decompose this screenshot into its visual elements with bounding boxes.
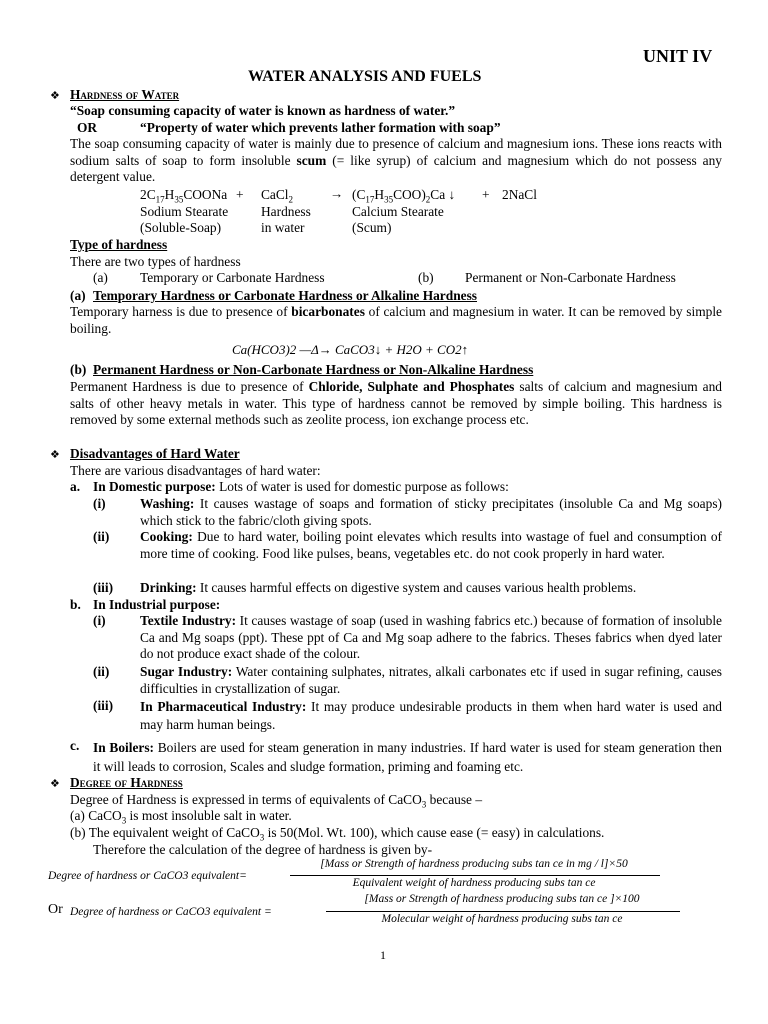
formula2-fraction-bar <box>326 911 680 912</box>
reaction-rhs-2: 2NaCl <box>502 187 537 202</box>
domestic-drinking: Drinking: It causes harmful effects on digestive system and causes various health problems. <box>140 580 637 595</box>
label-soluble-soap: (Soluble-Soap) <box>140 220 222 235</box>
label-hardness: Hardness <box>261 204 311 219</box>
industrial-textile: Textile Industry: It causes wastage of soap (used in washing fabrics etc.) because of formation of insoluble Ca and Mg soaps (ppt). These ppt of Ca and Mg soap adhere to the fabrics. Theses fabrics when dyed later do not produce exact shade of the colour. <box>140 613 722 662</box>
industrial-title: In Industrial purpose: <box>93 597 221 612</box>
bullet-diamond-icon: ❖ <box>50 89 60 102</box>
label-sodium-stearate: Sodium Stearate <box>140 204 229 219</box>
formula1-fraction-bar <box>290 875 660 876</box>
domestic-line: In Domestic purpose: Lots of water is used for domestic purpose as follows: <box>93 479 509 494</box>
item-num: (iii) <box>93 698 114 713</box>
perm-heading: Permanent Hardness or Non-Carbonate Hardness or Non-Alkaline Hardness <box>93 362 534 377</box>
degree-heading: Degree of Hardness <box>70 775 183 790</box>
degree-intro: Degree of Hardness is expressed in terms of equivalents of CaCO$_3$ because – <box>70 792 483 810</box>
item-num: (iii) <box>93 580 114 595</box>
label-scum: (Scum) <box>352 220 392 235</box>
formula2-denominator: Molecular weight of hardness producing subs tan ce <box>381 913 623 925</box>
reaction-rhs-1: $(C_{17}H_{35}COO)_2Ca$ ↓ <box>352 187 456 205</box>
label-calcium-stearate: Calcium Stearate <box>352 204 444 219</box>
perm-label: (b) <box>70 362 87 377</box>
industrial-pharma: In Pharmaceutical Industry: It may produce undesirable products in them when hard water is used and may harm human beings. <box>140 699 722 732</box>
formula2-lhs: Degree of hardness or CaCO3 equivalent = <box>70 906 272 918</box>
definition-1: “Soap consuming capacity of water is known as hardness of water.” <box>70 103 456 118</box>
degree-a: (a) CaCO$_3$ is most insoluble salt in water. <box>70 808 292 826</box>
type-b-text: Permanent or Non-Carbonate Hardness <box>465 270 676 285</box>
reaction-plus-1: + <box>236 187 244 202</box>
item-num: (i) <box>93 496 106 511</box>
item-num: (ii) <box>93 664 110 679</box>
degree-b2: Therefore the calculation of the degree of hardness is given by- <box>93 842 433 857</box>
domestic-cooking: Cooking: Due to hard water, boiling point elevates which results into wastage of fuel and consumption of more time of cooking. Food like pulses, beans, vegetables etc. do not cook properly in hard water. <box>140 529 722 561</box>
page-number: 1 <box>380 948 386 962</box>
type-a-label: (a) <box>93 270 108 285</box>
type-a-text: Temporary or Carbonate Hardness <box>140 270 325 285</box>
or-label: OR <box>77 120 98 135</box>
disadvantages-intro: There are various disadvantages of hard water: <box>70 463 321 478</box>
formula1-numerator: [Mass or Strength of hardness producing subs tan ce in mg / l]×50 <box>320 858 628 870</box>
industrial-label: b. <box>70 597 81 612</box>
bullet-diamond-icon: ❖ <box>50 777 60 790</box>
industrial-sugar: Sugar Industry: Water containing sulphates, nitrates, alkali carbonates etc if used in sugar refining, causes difficulties in crystallization of sugar. <box>140 664 723 696</box>
temp-heading: Temporary Hardness or Carbonate Hardness or Alkaline Hardness <box>93 288 478 303</box>
unit-label: UNIT IV <box>643 46 713 66</box>
temp-label: (a) <box>70 288 86 303</box>
temp-equation: Ca(HCO3)2 —Δ→ CaCO3↓ + H2O + CO2↑ <box>232 342 469 357</box>
boilers-label: c. <box>70 738 80 753</box>
temp-paragraph: Temporary harness is due to presence of bicarbonates of calcium and magnesium in water. It can be removed by simple boiling. <box>70 304 722 336</box>
formula2-numerator: [Mass or Strength of hardness producing subs tan ce ]×100 <box>364 893 640 905</box>
degree-b: (b) The equivalent weight of CaCO$_3$ is 50(Mol. Wt. 100), which cause ease (= easy) in calculations. <box>70 825 605 843</box>
hardness-paragraph: The soap consuming capacity of water is mainly due to presence of calcium and magnesium ions. These ions reacts with sodium salts of soap to form insoluble scum (= like syrup) of calcium and magnesium which do not possess any detergent value. <box>70 136 722 185</box>
type-intro: There are two types of hardness <box>70 254 241 269</box>
or-label-2: Or <box>48 902 63 917</box>
formula1-denominator: Equivalent weight of hardness producing subs tan ce <box>352 877 596 889</box>
item-num: (ii) <box>93 529 110 544</box>
type-b-label: (b) <box>418 270 434 285</box>
reaction-lhs-2: CaCl$_2$ <box>261 187 294 205</box>
perm-paragraph: Permanent Hardness is due to presence of Chloride, Sulphate and Phosphates salts of calcium and magnesium and salts of other heavy metals in water. This type of hardness cannot be removed by simple boiling. This hardness is removed by some external methods such as zeolite process, ion exchange process etc. <box>70 379 722 428</box>
item-num: (i) <box>93 613 106 628</box>
page-title: WATER ANALYSIS AND FUELS <box>248 68 482 85</box>
type-heading: Type of hardness <box>70 237 168 252</box>
bullet-diamond-icon: ❖ <box>50 448 60 461</box>
formula1-lhs: Degree of hardness or CaCO3 equivalent= <box>48 870 247 882</box>
reaction-lhs-1: $2C_{17}H_{35}COONa$ <box>140 187 228 205</box>
disadvantages-heading: Disadvantages of Hard Water <box>70 446 240 461</box>
domestic-washing: Washing: It causes wastage of soaps and formation of sticky precipitates (insoluble Ca and Mg soaps) which stick to the fabric/cloth giving spots. <box>140 496 722 528</box>
reaction-plus-2: + <box>482 187 490 202</box>
boilers-text: In Boilers: Boilers are used for steam generation in many industries. If hard water is used for steam generation then it will leads to corrosion, Scales and sludge formation, priming and foaming etc. <box>93 740 722 774</box>
section-heading-hardness: Hardness of Water <box>70 87 180 102</box>
reaction-arrow-icon: → <box>330 186 344 201</box>
label-in-water: in water <box>261 220 305 235</box>
definition-2: “Property of water which prevents lather formation with soap” <box>140 120 501 135</box>
domestic-label: a. <box>70 479 81 494</box>
